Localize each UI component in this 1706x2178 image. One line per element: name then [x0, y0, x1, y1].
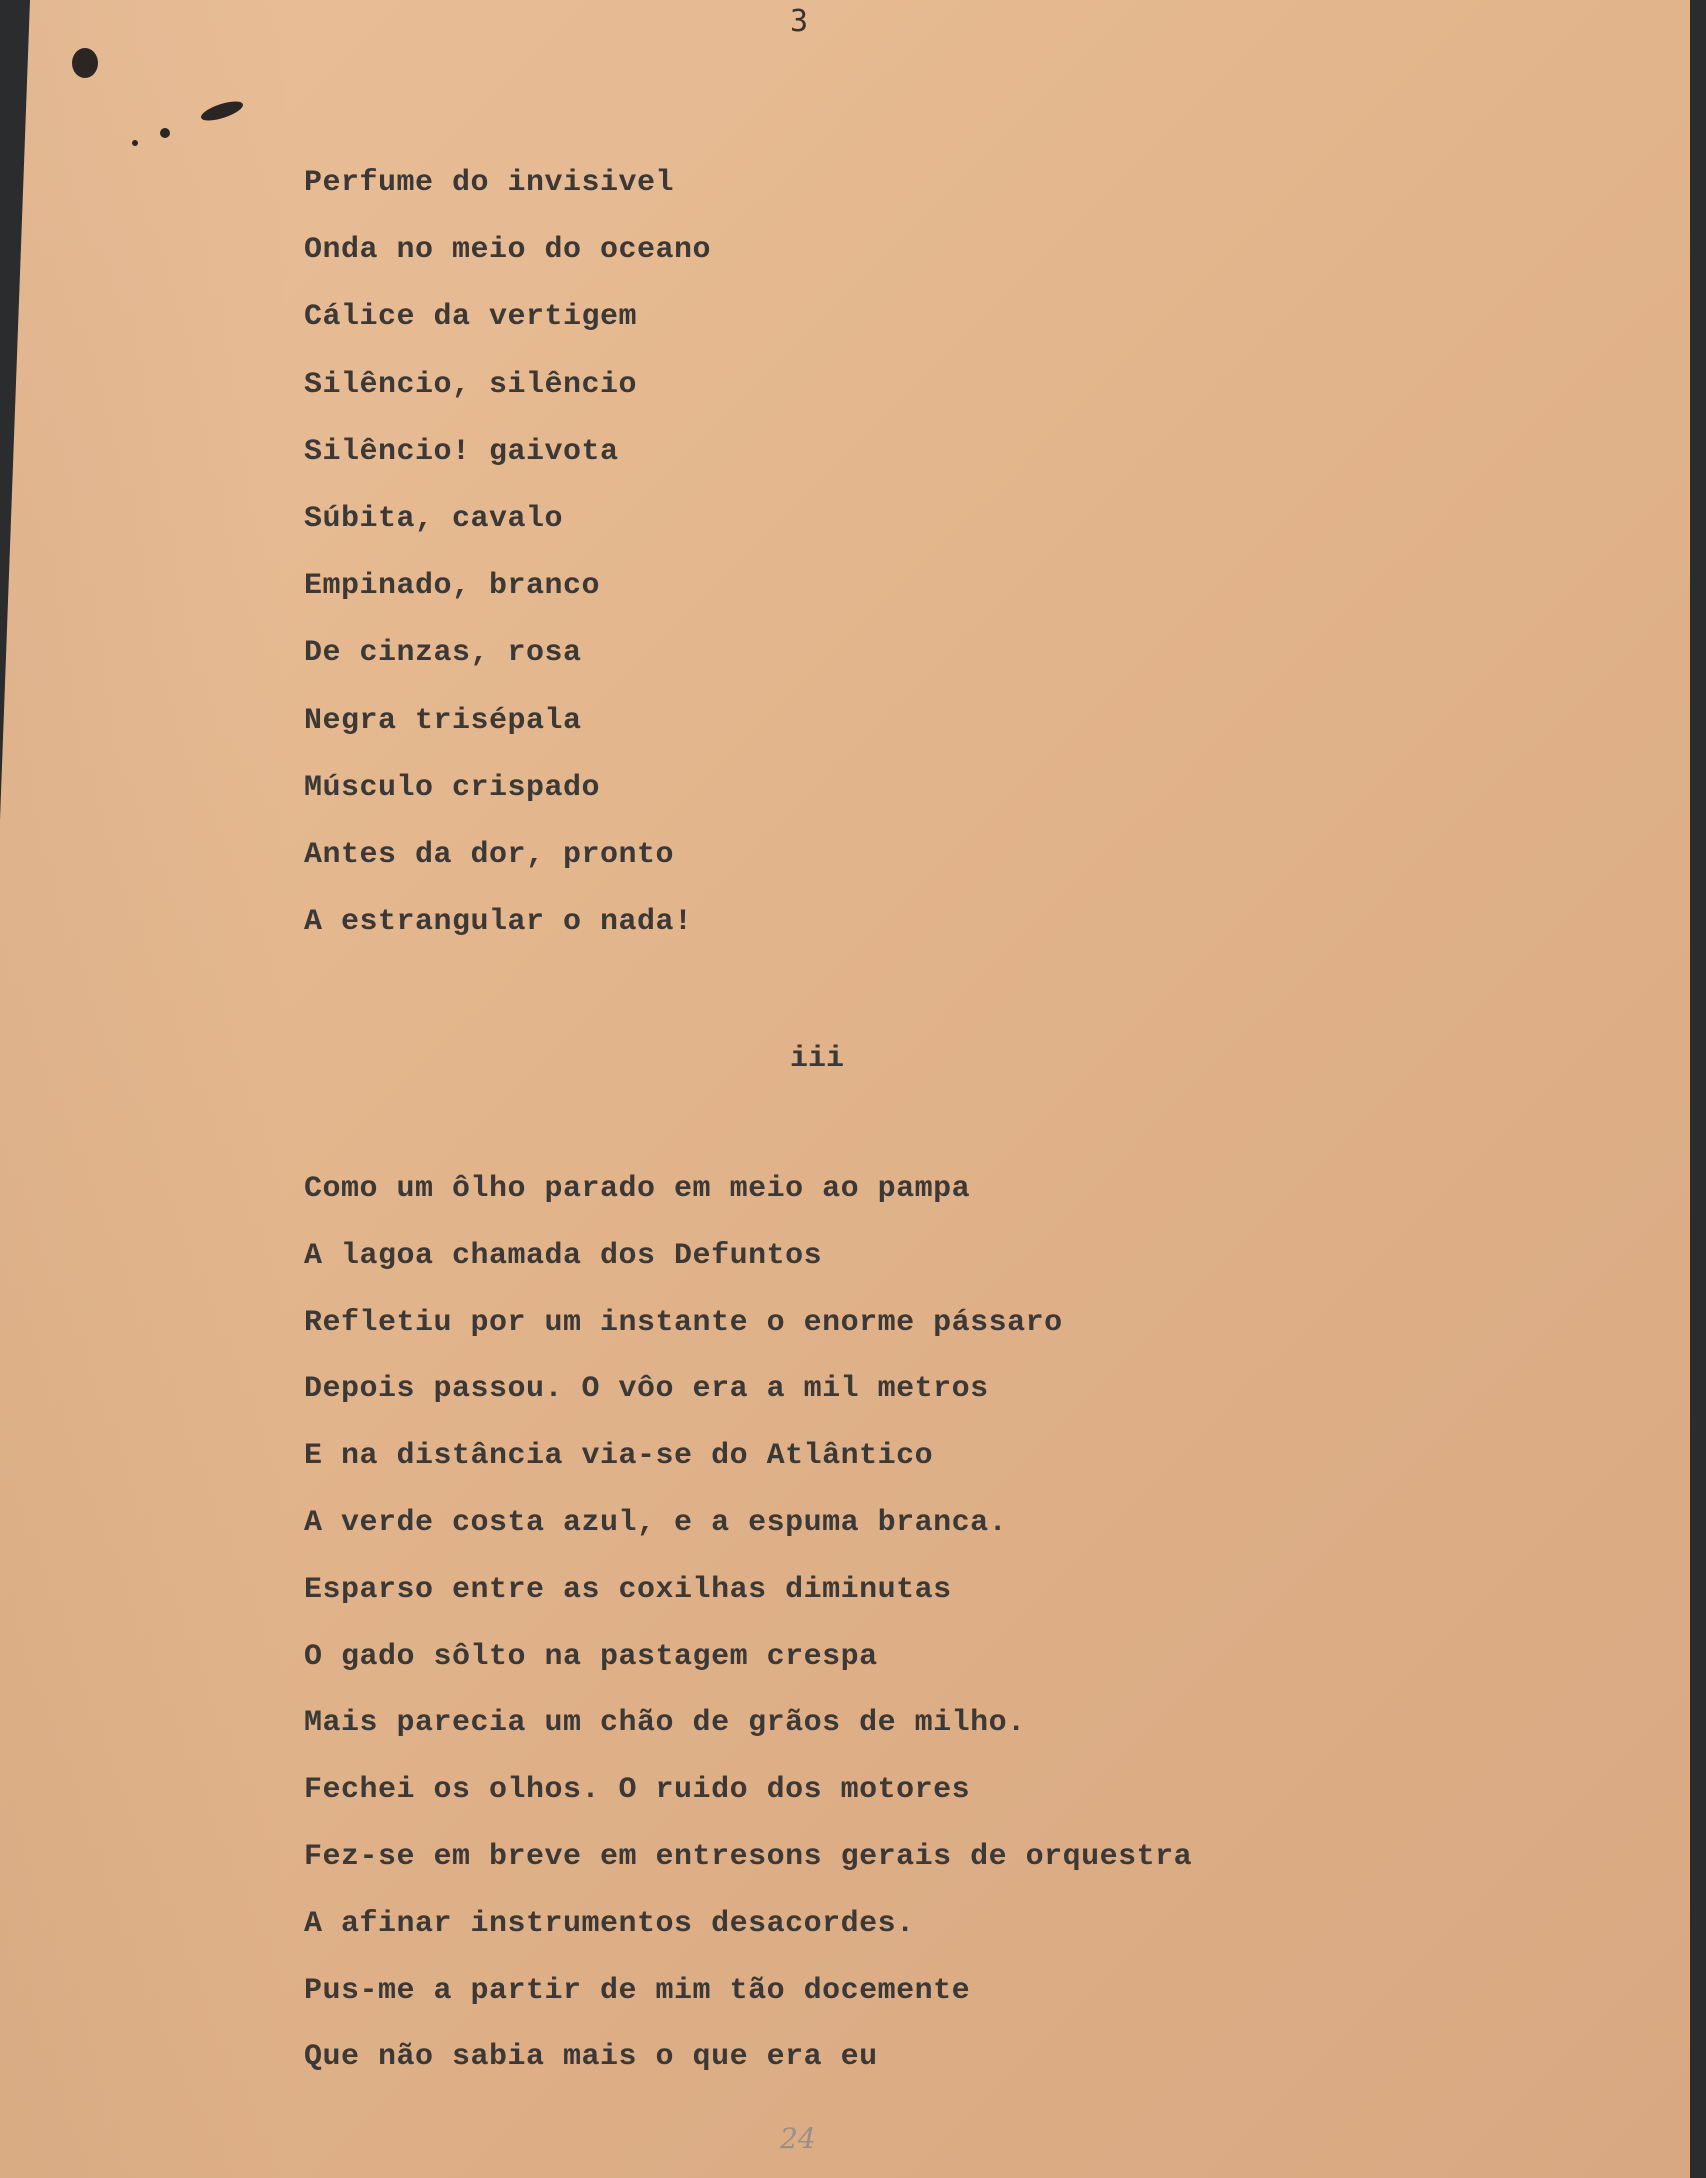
ink-stain: [160, 128, 170, 138]
ink-stain: [132, 140, 138, 146]
poem-line: O gado sôlto na pastagem crespa: [304, 1639, 878, 1674]
poem-line: Onda no meio do oceano: [304, 233, 712, 268]
paper-fold-shading: [0, 0, 290, 2178]
poem-line: Depois passou. O vôo era a mil metros: [304, 1372, 989, 1407]
poem-line: A estrangular o nada!: [304, 905, 693, 940]
poem-line: Súbita, cavalo: [304, 502, 564, 536]
poem-line: Pus-me a partir de mim tão docemente: [304, 1973, 971, 2008]
poem-line: E na distância via-se do Atlântico: [304, 1439, 934, 1474]
poem-line: A lagoa chamada dos Defuntos: [304, 1238, 823, 1273]
poem-line: De cinzas, rosa: [304, 636, 582, 671]
poem-line: Como um ôlho parado em meio ao pampa: [304, 1172, 971, 1206]
poem-line: Empinado, branco: [304, 569, 601, 604]
poem-line: Mais parecia um chão de grãos de milho.: [304, 1706, 1026, 1741]
page-number: 3: [790, 4, 809, 39]
poem-line: A verde costa azul, e a espuma branca.: [304, 1506, 1008, 1540]
section-heading: iii: [790, 1042, 845, 1076]
poem-line: Fechei os olhos. O ruido dos motores: [304, 1773, 971, 1808]
poem-line: Antes da dor, pronto: [304, 838, 675, 872]
poem-line: Perfume do invisivel: [304, 166, 675, 200]
poem-line: Silêncio, silêncio: [304, 367, 638, 402]
poem-line: Que não sabia mais o que era eu: [304, 2040, 878, 2075]
ink-stain: [72, 48, 98, 78]
poem-line: Refletiu por um instante o enorme pássaro: [304, 1305, 1063, 1340]
poem-line: Negra trisépala: [304, 703, 582, 738]
archive-page-number: 24: [780, 2122, 816, 2155]
poem-line: Músculo crispado: [304, 770, 601, 805]
poem-line: A afinar instrumentos desacordes.: [304, 1906, 915, 1941]
poem-line: Fez-se em breve em entresons gerais de orquestra: [304, 1840, 1193, 1874]
poem-line: Silêncio! gaivota: [304, 434, 619, 469]
poem-line: Cálice da vertigem: [304, 300, 638, 335]
poem-line: Esparso entre as coxilhas diminutas: [304, 1572, 952, 1607]
